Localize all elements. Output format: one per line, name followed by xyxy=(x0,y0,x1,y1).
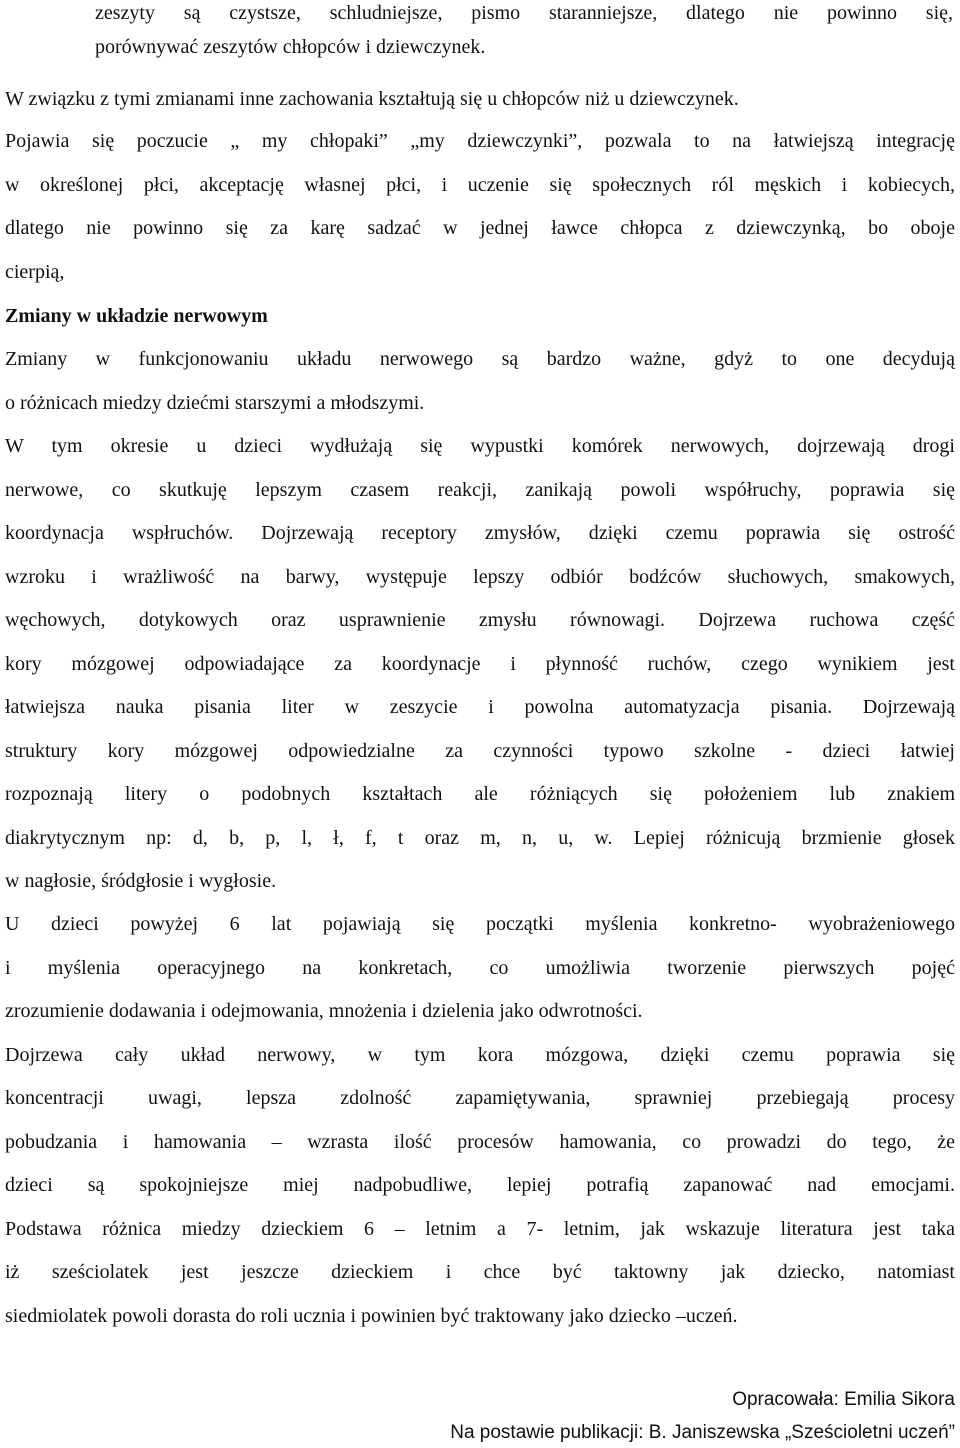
text-line: o różnicach miedzy dziećmi starszymi a młodszymi. xyxy=(5,392,425,414)
text-line: zeszyty są czystsze, schludniejsze, pismo staranniejsze, dlatego nie powinno się, xyxy=(95,2,953,24)
text-line: W tym okresie u dzieci wydłużają się wypustki komórek nerwowych, dojrzewają drogi xyxy=(5,435,955,457)
text-line: Dojrzewa cały układ nerwowy, w tym kora mózgowa, dzięki czemu poprawia się xyxy=(5,1044,955,1066)
text-line: rozpoznają litery o podobnych kształtach ale różniących się położeniem lub znakiem xyxy=(5,783,955,805)
text-line: łatwiejsza nauka pisania liter w zeszycie i powolna automatyzacja pisania. Dojrzewają xyxy=(5,696,955,718)
text-line: Zmiany w funkcjonowaniu układu nerwowego są bardzo ważne, gdyż to one decydują xyxy=(5,348,955,370)
text-line: Podstawa różnica miedzy dzieckiem 6 – letnim a 7- letnim, jak wskazuje literatura jest taka xyxy=(5,1218,955,1240)
text-line: w określonej płci, akceptację własnej płci, i uczenie się społecznych ról męskich i kobiecych, xyxy=(5,174,955,196)
text-line: struktury kory mózgowej odpowiedzialne za czynności typowo szkolne - dzieci łatwiej xyxy=(5,740,955,762)
text-line: pobudzania i hamowania – wzrasta ilość procesów hamowania, co prowadzi do tego, że xyxy=(5,1131,955,1153)
text-line: węchowych, dotykowych oraz usprawnienie zmysłu równowagi. Dojrzewa ruchowa część xyxy=(5,609,955,631)
text-line: W związku z tymi zmianami inne zachowania kształtują się u chłopców niż u dziewczynek. xyxy=(5,88,739,110)
text-line: dzieci są spokojniejsze miej nadpobudliwe, lepiej potrafią zapanować nad emocjami. xyxy=(5,1174,955,1196)
text-line: U dzieci powyżej 6 lat pojawiają się początki myślenia konkretno- wyobrażeniowego xyxy=(5,913,955,935)
section-heading: Zmiany w układzie nerwowym xyxy=(5,305,268,327)
text-line: kory mózgowej odpowiadające za koordynacje i płynność ruchów, czego wynikiem jest xyxy=(5,653,955,675)
text-line: diakrytycznym np: d, b, p, l, ł, f, t oraz m, n, u, w. Lepiej różnicują brzmienie głosek xyxy=(5,827,955,849)
text-line: iż sześciolatek jest jeszcze dzieckiem i chce być taktowny jak dziecko, natomiast xyxy=(5,1261,955,1283)
footer-source: Na postawie publikacji: B. Janiszewska „Sześcioletni uczeń” xyxy=(450,1422,955,1443)
footer-author: Opracowała: Emilia Sikora xyxy=(732,1389,955,1410)
text-line: porównywać zeszytów chłopców i dziewczynek. xyxy=(95,36,486,58)
text-line: w nagłosie, śródgłosie i wygłosie. xyxy=(5,870,277,892)
text-line: koordynacja wspłruchów. Dojrzewają receptory zmysłów, dzięki czemu poprawia się ostrość xyxy=(5,522,955,544)
text-line: wzroku i wrażliwość na barwy, występuje lepszy odbiór bodźców słuchowych, smakowych, xyxy=(5,566,955,588)
text-line: siedmiolatek powoli dorasta do roli ucznia i powinien być traktowany jako dziecko –uczeń. xyxy=(5,1305,738,1327)
text-line: i myślenia operacyjnego na konkretach, co umożliwia tworzenie pierwszych pojęć xyxy=(5,957,955,979)
text-line: dlatego nie powinno się za karę sadzać w jednej ławce chłopca z dziewczynką, bo oboje xyxy=(5,217,955,239)
text-line: koncentracji uwagi, lepsza zdolność zapamiętywania, sprawniej przebiegają procesy xyxy=(5,1087,955,1109)
text-line: zrozumienie dodawania i odejmowania, mnożenia i dzielenia jako odwrotności. xyxy=(5,1000,643,1022)
text-line: cierpią, xyxy=(5,261,65,283)
text-line: nerwowe, co skutkuję lepszym czasem reakcji, zanikają powoli współruchy, poprawia się xyxy=(5,479,955,501)
text-line: Pojawia się poczucie „ my chłopaki” „my dziewczynki”, pozwala to na łatwiejszą integrację xyxy=(5,130,955,152)
